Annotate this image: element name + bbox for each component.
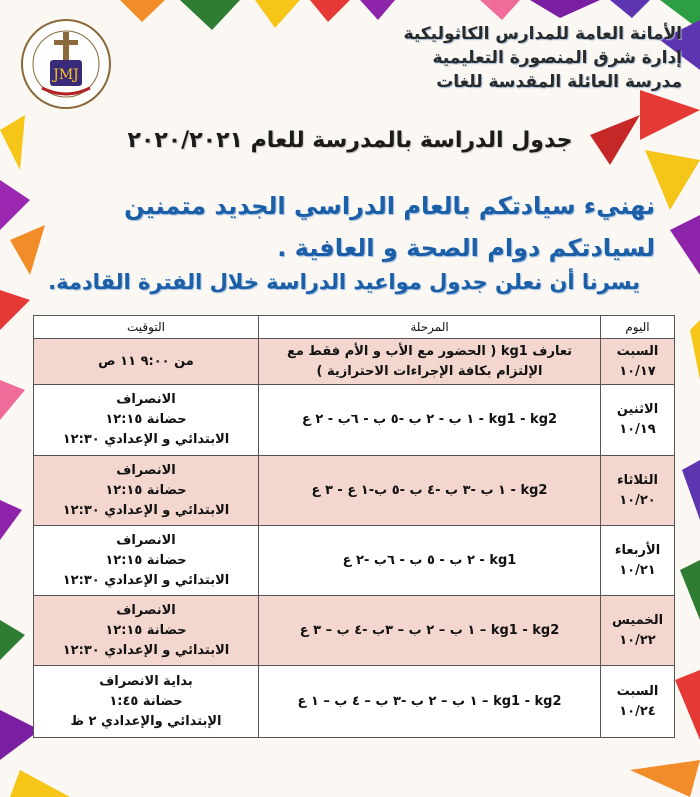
- day-name: السبت: [616, 343, 659, 359]
- header-day: اليوم: [601, 316, 675, 339]
- day-date: ١٠/١٧: [619, 363, 656, 379]
- time-line: الابتدائي و الإعدادي ١٢:٣٠: [62, 572, 230, 588]
- header-stage: المرحلة: [259, 316, 601, 339]
- time-line: الانصراف: [116, 392, 176, 407]
- time-line: حضانة ١٢:١٥: [105, 622, 187, 638]
- day-cell: [601, 385, 675, 456]
- time-line: الابتدائي و الإعدادي ١٢:٣٠: [62, 502, 230, 518]
- table-row: [34, 385, 675, 456]
- day-date: ١٠/٢٠: [619, 492, 656, 508]
- stage-cell: kg1 - ٢ ب - ٥ ب - ٦ب -٢ ع: [259, 526, 601, 596]
- time-line: الابتدائي و الإعدادي ١٢:٣٠: [62, 432, 230, 447]
- table-row: [34, 526, 675, 596]
- time-line: حضانة ١٢:١٥: [105, 552, 187, 568]
- school-logo: [20, 18, 112, 110]
- table-row: [34, 456, 675, 526]
- stage-cell: تعارف kg1 ( الحضور مع الأب و الأم فقط مع الإلتزام بكافة الإجراءات الاحترازية ): [259, 339, 601, 385]
- time-line: حضانة ١٢:١٥: [105, 412, 187, 427]
- day-cell: [601, 596, 675, 666]
- day-name: السبت: [616, 683, 659, 699]
- day-cell: [601, 666, 675, 738]
- time-line: من ٩:٠٠ ١١ ص: [98, 353, 194, 369]
- table-row: [34, 596, 675, 666]
- day-name: الاثنين: [616, 402, 659, 417]
- stage-cell: kg1 - kg2 – ١ ب – ٢ ب – ٣ب -٤ ب – ٣ ع: [259, 596, 601, 666]
- stage-cell: kg1 - kg2 – ١ ب – ٢ ب -٣ ب – ٤ ب – ١ ع: [259, 666, 601, 738]
- header-time: التوقيت: [34, 316, 259, 339]
- day-date: ١٠/١٩: [619, 422, 656, 437]
- table-row: [34, 339, 675, 385]
- table-header-row: [34, 316, 675, 339]
- time-cell: [34, 339, 259, 385]
- time-cell: [34, 385, 259, 456]
- time-line: الانصراف: [116, 602, 176, 618]
- time-line: بداية الانصراف: [99, 673, 193, 689]
- time-line: حضانة ١٢:١٥: [105, 482, 187, 498]
- day-date: ١٠/٢١: [619, 562, 656, 578]
- time-line: الانصراف: [116, 532, 176, 548]
- page-title: جدول الدراسة بالمدرسة للعام ٢٠٢٠/٢٠٢١: [127, 128, 573, 153]
- stage-cell: kg2 - ١ ب -٣ ب -٤ ب -٥ ب-١ ع - ٣ ع: [259, 456, 601, 526]
- school-header: [202, 22, 682, 94]
- time-cell: [34, 526, 259, 596]
- day-cell: [601, 339, 675, 385]
- day-name: الخميس: [611, 612, 664, 628]
- time-line: الانصراف: [116, 462, 176, 478]
- day-name: الأربعاء: [614, 542, 661, 558]
- header-line-2: إدارة شرق المنصورة التعليمية: [432, 48, 682, 68]
- time-cell: [34, 596, 259, 666]
- stage-cell: kg1 - kg2 - ١ ب - ٢ ب -٥ ب - ٦ب - ٢ ع: [259, 385, 601, 456]
- header-line-1: الأمانة العامة للمدارس الكاثوليكية: [403, 24, 682, 44]
- svg-text:JMJ: JMJ: [53, 67, 79, 83]
- header-line-3: مدرسة العائلة المقدسة للغات: [436, 72, 682, 92]
- table-row: [34, 666, 675, 738]
- time-line: الابتدائي و الإعدادي ١٢:٣٠: [62, 642, 230, 658]
- announcement-text: يسرنا أن نعلن جدول مواعيد الدراسة خلال الفترة القادمة.: [48, 270, 640, 294]
- day-cell: [601, 526, 675, 596]
- schedule-table: [33, 315, 675, 738]
- greeting-text: نهنيء سيادتكم بالعام الدراسي الجديد متمنين لسيادتكم دوام الصحة و العافية .: [124, 192, 655, 262]
- time-cell: [34, 456, 259, 526]
- day-date: ١٠/٢٢: [619, 632, 656, 648]
- day-cell: [601, 456, 675, 526]
- time-cell: [34, 666, 259, 738]
- day-date: ١٠/٢٤: [619, 703, 656, 719]
- time-line: الإبتدائي والإعدادي ٢ ظ: [70, 713, 222, 729]
- time-line: حضانة ١:٤٥: [109, 693, 183, 709]
- day-name: الثلاثاء: [617, 472, 658, 488]
